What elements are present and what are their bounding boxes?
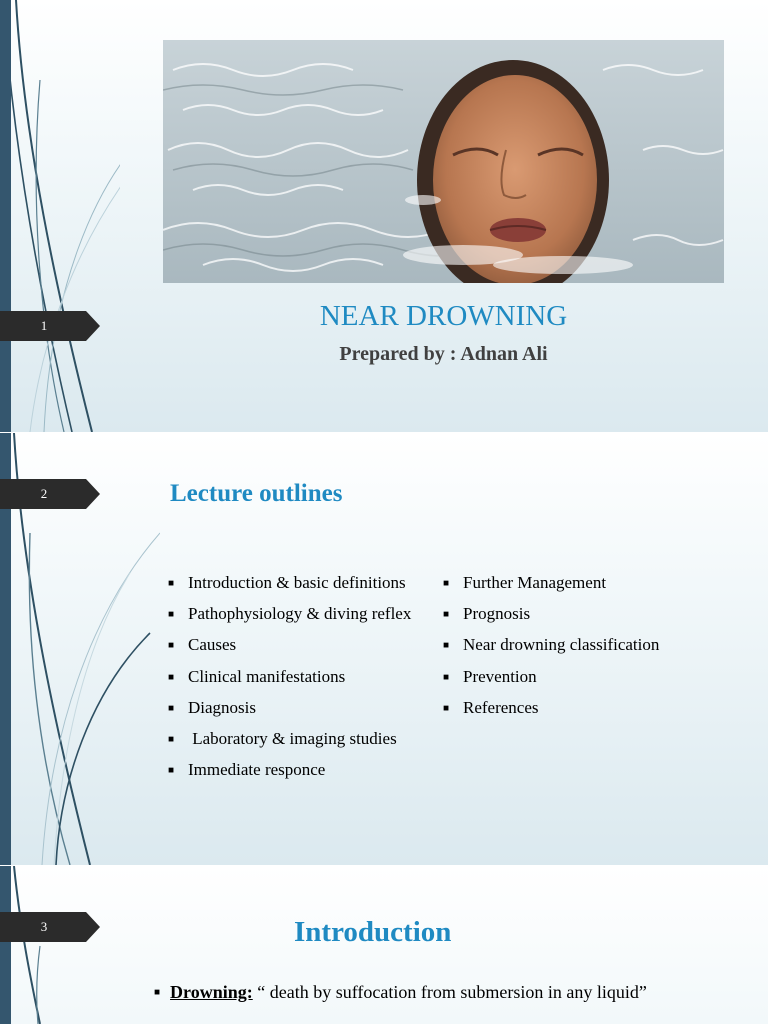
bullet-icon: ■ bbox=[168, 671, 175, 683]
slide-subtitle: Prepared by : Adnan Ali bbox=[339, 343, 548, 365]
bullet-icon: ■ bbox=[443, 640, 450, 652]
bullet-icon: ■ bbox=[168, 578, 175, 589]
left-sidebar-bar bbox=[0, 866, 11, 1024]
slide-3[interactable] bbox=[0, 866, 768, 1024]
bullet-icon: ■ bbox=[443, 702, 450, 714]
left-sidebar-bar bbox=[0, 0, 11, 432]
slide-number: 2 bbox=[40, 486, 48, 501]
definition-text: “ death by suffocation from submersion in any liquid” bbox=[252, 982, 647, 1002]
slide-title: NEAR DROWNING bbox=[319, 300, 568, 332]
slide-1[interactable] bbox=[0, 0, 768, 432]
slide-number: 3 bbox=[40, 919, 48, 934]
definition-paragraph bbox=[154, 981, 652, 1004]
bullet-icon: ■ bbox=[443, 671, 450, 683]
bullet-icon: ■ bbox=[168, 640, 175, 652]
slide-number-tab bbox=[0, 912, 100, 942]
bullet-icon: ■ bbox=[168, 765, 175, 777]
bullet-icon: ■ bbox=[168, 702, 175, 714]
bullet-icon: ■ bbox=[443, 609, 450, 621]
bullet-icon: ■ bbox=[168, 609, 175, 621]
slide-number-tab bbox=[0, 311, 100, 341]
slide-number: 1 bbox=[40, 318, 48, 333]
slide-number-tab bbox=[0, 479, 100, 509]
bullet-icon: ■ bbox=[154, 987, 161, 998]
bullet-icon: ■ bbox=[443, 578, 450, 589]
decorative-curves bbox=[0, 866, 120, 1024]
slide-2[interactable]: 2 Lecture outlines ■ Introduction & basic definitions ■ Pathophysiology & diving reflex ■ Causes ■ Clinical manifestations ■ Diagnosis ■ Laboratory & imaging studies ■ Immediate responce ■ Further Management ■ Prognosis ■ Near drowning classification ■ Prevention ■ References bbox=[0, 433, 768, 865]
definition-term: Drowning: bbox=[170, 982, 253, 1002]
decorative-curves bbox=[0, 0, 120, 432]
bullet-icon: ■ bbox=[168, 733, 175, 745]
slide-title: Introduction bbox=[294, 916, 452, 948]
slide-title: Lecture outlines bbox=[170, 480, 343, 507]
title-photo bbox=[163, 40, 724, 283]
